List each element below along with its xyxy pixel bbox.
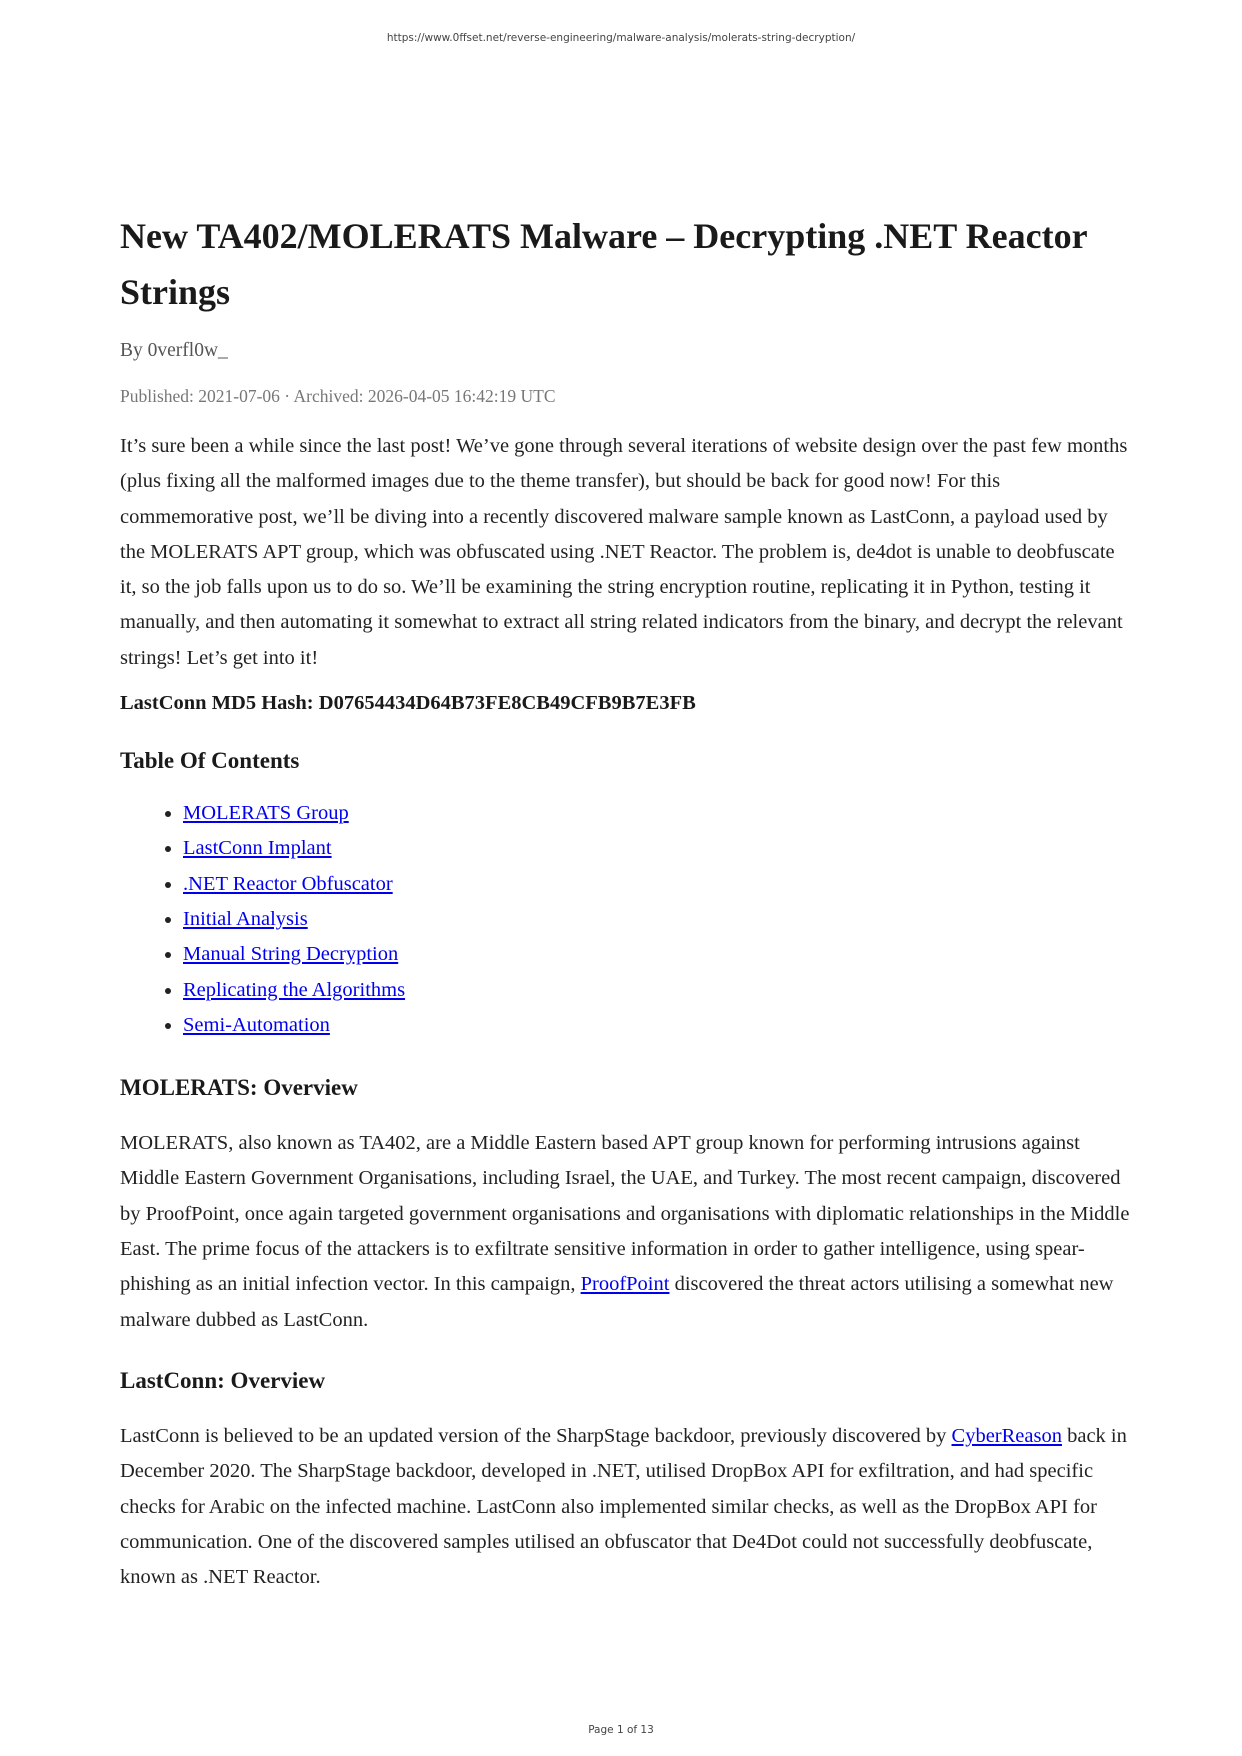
proofpoint-link[interactable]: ProofPoint: [580, 1273, 670, 1296]
toc-item: [183, 1008, 1135, 1043]
text: MOLERATS, also known as TA402, are a Middle Eastern based APT group known for performing intrusions against Middle Eastern Government Organisations, including Israel, the UAE, and Turkey. The most recent campaign, discovered by ProofPoint, once again targeted government organisations and organisations with diplomatic relationships in the Middle East. The prime focus of the attackers is to exfiltrate sensitive information in order to gather intelligence, using spear-phishing as an initial infection vector. In this campaign,: [120, 1132, 1130, 1296]
molerats-paragraph: [120, 1126, 1135, 1338]
page-url-header: https://www.0ffset.net/reverse-engineering/malware-analysis/molerats-string-decryption/: [386, 32, 856, 44]
toc-link-net-reactor[interactable]: .NET Reactor Obfuscator: [183, 872, 393, 895]
text: discovered the threat actors utilising a somewhat new malware dubbed as LastConn.: [120, 1273, 1114, 1331]
toc-heading: Table Of Contents: [120, 748, 300, 774]
toc-item: [183, 831, 1135, 866]
section-heading-lastconn: LastConn: Overview: [120, 1367, 326, 1393]
publish-date: Published: 2021-07-06 · Archived: 2026-04-05 16:42:19 UTC: [120, 386, 556, 406]
page-number-footer: Page 1 of 13: [588, 1724, 654, 1736]
toc-link-molerats-group[interactable]: MOLERATS Group: [183, 802, 349, 825]
toc-item: [183, 973, 1135, 1008]
md5-hash: LastConn MD5 Hash: D07654434D64B73FE8CB49CFB9B7E3FB: [120, 692, 696, 715]
cyberreason-link[interactable]: CyberReason: [951, 1424, 1062, 1447]
table-of-contents: [120, 796, 1135, 1043]
article: [120, 208, 1135, 1595]
toc-link-manual-decryption[interactable]: Manual String Decryption: [183, 943, 399, 966]
section-heading-molerats: MOLERATS: Overview: [120, 1075, 358, 1101]
toc-link-lastconn-implant[interactable]: LastConn Implant: [183, 837, 332, 860]
toc-item: [183, 902, 1135, 937]
toc-item: [183, 867, 1135, 902]
author-byline: By 0verfl0w_: [120, 340, 228, 361]
lastconn-paragraph: [120, 1419, 1135, 1595]
intro-paragraph: It’s sure been a while since the last post! We’ve gone through several iterations of website design over the past few months (plus fixing all the malformed images due to the theme transfer), but should be back for good now! For this commemorative post, we’ll be diving into a recently discovered malware sample known as LastConn, a payload used by the MOLERATS APT group, which was obfuscated using .NET Reactor. The problem is, de4dot is unable to deobfuscate it, so the job falls upon us to do so. We’ll be examining the string encryption routine, replicating it in Python, testing it manually, and then automating it somewhat to extract all string related indicators from the binary, and decrypt the relevant strings! Let’s get into it!: [120, 435, 1128, 669]
text: back in December 2020. The SharpStage backdoor, developed in .NET, utilised DropBox API for exfiltration, and had specific checks for Arabic on the infected machine. LastConn also implemented similar checks, as well as the DropBox API for communication. One of the discovered samples utilised an obfuscator that De4Dot could not successfully deobfuscate, known as .NET Reactor.: [120, 1424, 1127, 1589]
toc-item: [183, 937, 1135, 972]
toc-item: [183, 796, 1135, 831]
toc-link-semi-automation[interactable]: Semi-Automation: [183, 1013, 330, 1036]
toc-link-initial-analysis[interactable]: Initial Analysis: [183, 907, 308, 930]
toc-link-replicating[interactable]: Replicating the Algorithms: [183, 978, 406, 1001]
text: LastConn is believed to be an updated version of the SharpStage backdoor, previously discovered by: [120, 1424, 952, 1447]
article-title: New TA402/MOLERATS Malware – Decrypting .NET Reactor Strings: [120, 216, 1087, 312]
